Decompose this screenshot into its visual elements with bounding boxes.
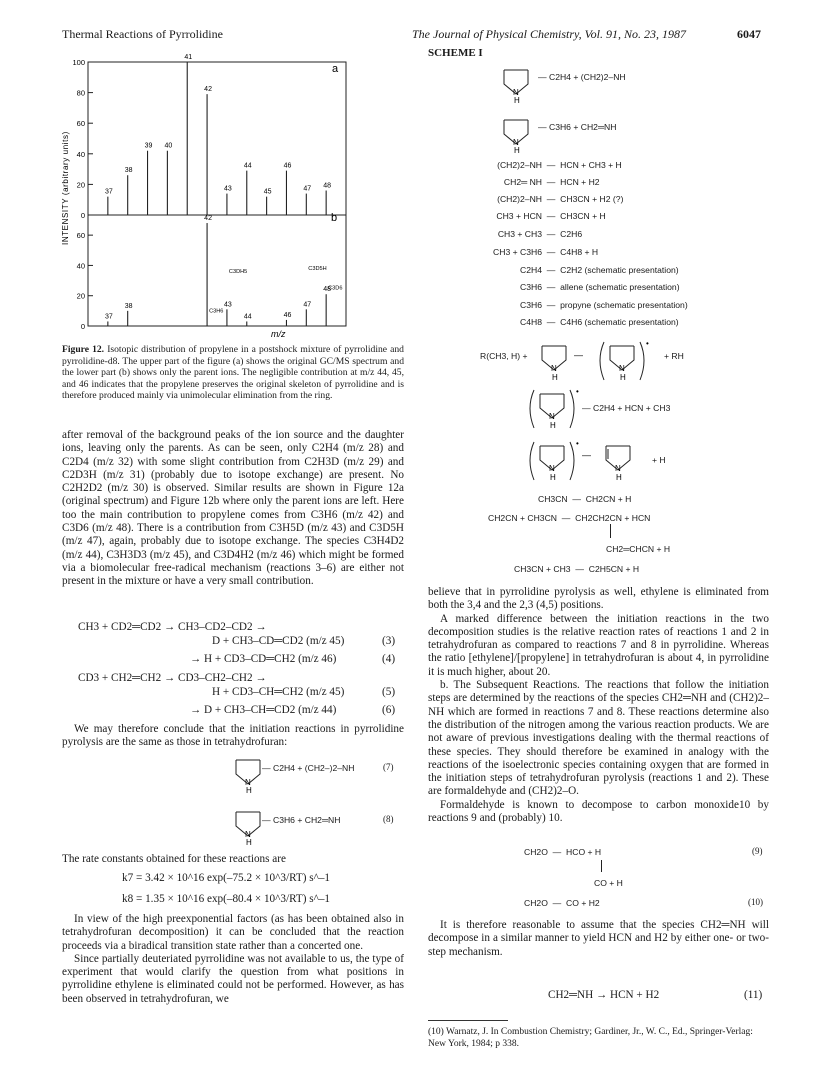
bar-label: 42: [204, 215, 212, 223]
reaction-arrow: —: [542, 229, 561, 239]
svg-text:•: •: [576, 388, 579, 396]
bar-label: 41: [184, 54, 193, 61]
radical-decomposition: — C2H4 + HCN + CH3: [582, 403, 671, 413]
svg-text:N: N: [549, 412, 555, 421]
paragraph: Formaldehyde is known to decompose to carbon monoxide10 by reactions 9 and (probably) 10.: [428, 798, 769, 825]
y-tick-label: 60: [76, 119, 85, 129]
svg-text:•: •: [576, 440, 579, 448]
svg-text:H: H: [246, 838, 252, 846]
paragraph: The rate constants obtained for these reactions are: [62, 853, 286, 865]
scheme-products: C4H8 + H: [560, 247, 599, 257]
rate-constant-k8: k8 = 1.35 × 10^16 exp(–80.4 × 10^3/RT) s^–1: [122, 893, 331, 905]
bar-label: 37: [104, 188, 113, 196]
left-column-2: [62, 723, 404, 750]
paragraph: Since partially deuteriated pyrrolidine was not available to us, the type of experiment that would clarify the question from what positions in pyrrolidine ethylene is eliminated could not be performed. However, as has been observed in tetrahydrofuran, we: [62, 952, 404, 1005]
bar-label: 47: [303, 185, 312, 193]
svg-text:H: H: [550, 421, 556, 430]
scheme-line: [450, 282, 680, 292]
scheme-products: C2H2 (schematic presentation): [560, 265, 679, 275]
equation-4: → H + CD3–CD═CH2 (m/z 46): [190, 653, 337, 665]
caption-text: Isotopic distribution of propylene in a postshock mixture of pyrrolidine and pyrrolidine-d8. The upper part of the figure (a) shows the original GC/MS spectrum and the lower part (b) shows only the parent ions. The negligible contribution at m/z 44, 45, and 46 indicates that the propylene preserves the original skeleton of pyrrolidine and is therefore produced mainly via unimolecular elimination from the ring.: [62, 344, 404, 402]
scheme-line: [450, 229, 582, 239]
y-tick-label: 40: [76, 261, 85, 271]
reaction-arrow: —: [542, 194, 561, 204]
svg-text:N: N: [549, 464, 555, 473]
right-column-2: [428, 919, 769, 959]
page-number: 6047: [737, 27, 761, 41]
reaction-8-products: — C3H6 + CH2═NH: [262, 815, 341, 825]
bar-label: 38: [124, 167, 133, 175]
paragraph: We may therefore conclude that the initiation reactions in pyrrolidine pyrolysis are the same as those in tetrahydrofuran:: [62, 723, 404, 749]
scheme-products: HCN + CH3 + H: [560, 160, 622, 170]
caption-label: Figure 12.: [62, 344, 105, 355]
footnote-rule: [428, 1020, 508, 1021]
svg-text:•: •: [646, 340, 649, 348]
x-axis-label: m/z: [271, 329, 286, 339]
paragraph: It is therefore reasonable to assume that the species CH2═NH will decompose in a similar manner to yield HCN and H2 by either one- or two-step mechanism.: [428, 919, 769, 958]
bar-label: 44: [243, 162, 252, 170]
rate-constant-k7: k7 = 3.42 × 10^16 exp(–75.2 × 10^3/RT) s^–1: [122, 872, 331, 884]
y-tick-label: 40: [76, 149, 85, 159]
scheme-line: [450, 194, 623, 204]
pyrrolidine-ring-icon: [498, 112, 538, 156]
svg-text:N: N: [619, 364, 625, 373]
y-tick-label: 0: [80, 211, 85, 220]
bar-label: 47: [303, 301, 312, 309]
bar-label: 48: [323, 286, 332, 294]
scheme-reactants: (CH2)2–NH: [497, 194, 542, 204]
svg-text:H: H: [616, 473, 622, 482]
bar-label: 37: [104, 313, 113, 321]
equation-number: (10): [748, 897, 763, 907]
reaction-arrow: —: [542, 300, 561, 310]
scheme-reactants: C2H4: [520, 265, 542, 275]
y-tick-label: 20: [76, 180, 85, 190]
scheme-products: propyne (schematic presentation): [560, 300, 688, 310]
scheme-line: [450, 265, 679, 275]
bar-label: 42: [204, 86, 212, 94]
species-label: C3DH5: [228, 269, 248, 275]
equation-5a: CD3 + CH2═CH2 → CD3–CH2–CH2 →: [78, 672, 267, 684]
scheme-reactants: CH2═ NH: [503, 177, 542, 187]
left-column-4: [62, 913, 404, 1006]
svg-text:N: N: [551, 364, 557, 373]
svg-text:H: H: [552, 373, 558, 382]
paragraph: A marked difference between the initiation reactions in the two decomposition studies is the relative reaction rates of reactions 1 and 2 in tetrahydrofuran as compared to reactions 7 and 8 in pyrrolidine. Whereas the ratio [ethylene]/[propylene] in tetrahydrofuran is about 4, in pyrrolidine it is much higher, about 20.: [428, 612, 769, 678]
y-tick-label: 80: [76, 88, 85, 98]
scheme-reactants: (CH2)2–NH: [497, 160, 542, 170]
scheme-title: SCHEME I: [428, 47, 483, 59]
y-tick-label: 100: [72, 58, 85, 67]
paragraph: believe that in pyrrolidine pyrolysis as well, ethylene is eliminated from both the 3,4 and the 2,3 (4,5) positions.: [428, 586, 769, 612]
reaction-10: CH2O — CO + H2: [524, 898, 600, 908]
paragraph: b. The Subsequent Reactions. The reactions that follow the initiation steps are determined by the reactions of the species CH2═NH and (CH2)2–NH which are formed in reactions 7 and 8. These reactions determine also the distribution of the nitrogen among the various reaction products. We are not aware of previous investigations dealing with the thermal reactions of these species. They should therefore be examined in analogy with the reactions of the isoelectronic species containing oxygen that are formed in the initiation steps of tetrahydrofuran pyrolysis (reactions 1 and 2). These are formaldehyde and (CH2)2–O.: [428, 679, 769, 798]
y-tick-label: 0: [80, 322, 85, 331]
left-column: [62, 429, 404, 589]
abstraction-reactant: R(CH3, H) +: [480, 351, 528, 361]
running-title: Thermal Reactions of Pyrrolidine: [62, 27, 223, 41]
scheme-line: [450, 247, 598, 257]
reaction-9-product: CO + H: [594, 878, 623, 888]
reaction-arrow: —: [542, 160, 561, 170]
svg-text:—: —: [574, 350, 583, 360]
equation-number: (7): [383, 762, 394, 772]
pyrrolidine-ring-icon: [498, 62, 538, 106]
bar-label: 46: [283, 311, 292, 319]
abstraction-product: + RH: [664, 351, 684, 361]
svg-text:N: N: [245, 830, 251, 839]
y-tick-label: 20: [76, 291, 85, 301]
nitrile-reaction-2: CH2CN + CH3CN — CH2CH2CN + HCN: [488, 513, 651, 523]
svg-text:H: H: [514, 96, 520, 105]
bar-label: 46: [283, 162, 292, 170]
equation-number: (8): [383, 814, 394, 824]
scheme-products: C4H6 (schematic presentation): [560, 317, 679, 327]
scheme-reactants: CH3 + HCN: [496, 211, 542, 221]
y-axis-label: INTENSITY (arbitrary units): [61, 131, 70, 245]
pyrrolidine-ring-icon: [230, 752, 270, 794]
scheme-reactants: CH3 + CH3: [497, 229, 542, 239]
radical-formation-diagram: [536, 340, 686, 386]
species-label: C3D5H: [308, 265, 327, 272]
panel-b-label: b: [331, 212, 338, 224]
scheme-reactants: CH3 + C3H6: [493, 247, 542, 257]
reaction-arrow: —: [542, 282, 561, 292]
equation-number: (4): [382, 653, 396, 665]
svg-text:—: —: [582, 450, 591, 460]
scheme-products: CH3CN + H: [560, 211, 606, 221]
svg-text:N: N: [513, 88, 519, 97]
bar-label: 38: [124, 302, 133, 310]
reaction-arrow: —: [542, 177, 561, 187]
scheme-products: C2H6: [560, 229, 583, 239]
footnote: (10) Warnatz, J. In Combustion Chemistry; Gardiner, Jr., W. C., Ed., Springer-Verlag: New York, 1984; p 338.: [428, 1027, 753, 1049]
scheme-line: [450, 317, 679, 327]
scheme-line: [450, 160, 622, 170]
equation-3a: CH3 + CD2═CD2 → CH3–CD2–CD2 →: [78, 621, 267, 633]
svg-text:N: N: [615, 464, 621, 473]
equation-3b: D + CH3–CD═CD2 (m/z 45): [212, 635, 345, 647]
vertical-arrow: [610, 524, 611, 538]
species-label: C3H6: [209, 308, 224, 315]
equation-number: (3): [382, 635, 396, 647]
vertical-arrow: [601, 860, 602, 872]
bar-label: 45: [263, 188, 272, 196]
paragraph: In view of the high preexponential factors (as has been obtained also in tetrahydrofuran decomposition) it can be concluded that the reaction proceeds via a biradical transition state rather than a concerted one.: [62, 913, 404, 952]
equation-6: → D + CH3–CH═CD2 (m/z 44): [190, 704, 337, 716]
bar-label: 40: [164, 142, 173, 150]
scheme-line: [450, 300, 688, 310]
equation-11: CH2═NH → HCN + H2: [548, 989, 660, 1001]
reaction-arrow: —: [542, 211, 561, 221]
pyrrolidine-ring-icon: [230, 804, 270, 846]
reaction-arrow: —: [542, 317, 561, 327]
journal-citation: The Journal of Physical Chemistry, Vol. 91, No. 23, 1987: [412, 27, 686, 41]
svg-text:N: N: [245, 778, 251, 787]
right-column: [428, 586, 769, 825]
panel-a-label: a: [332, 63, 339, 75]
scheme-reactants: C3H6: [520, 300, 542, 310]
scheme-reactants: C3H6: [520, 282, 542, 292]
ring-h-product: + H: [652, 455, 666, 465]
equation-number: (9): [752, 846, 763, 856]
svg-text:H: H: [620, 373, 626, 382]
svg-text:H: H: [550, 473, 556, 482]
plot-frame: [88, 62, 346, 326]
pyrrolidyl-radical-icon: [524, 388, 584, 434]
scheme-products: CH3CN + H2 (?): [560, 194, 624, 204]
paragraph: after removal of the background peaks of the ion source and the daughter ions, leaving only the parents. As can be seen, only C2H4 (m/z 28) and C2D4 (m/z 32) with some slight contribution from C2H3D (m/z 29) and C2D3H (m/z 31) (probably due to isotope exchange) are present. No C2H2D2 (m/z 30) is observed. Similar results are shown in Figure 12a (original spectrum) and Figure 12b where only the parent ions are left. Here too the main contribution to propylene comes from C3H6 (m/z 42) and C3D6 (m/z 48). There is a contribution from C3H5D (m/z 43) and C3D5H (m/z 47), again, probably due to isotope exchange. The species C3H4D2 (m/z 44), C3H3D3 (m/z 45), and C3D4H2 (m/z 46) which might be formed via a biomolecular free-radical mechanism (reactions 3–6) are either not present in the mixture or have a very small contribution.: [62, 429, 404, 588]
equation-number: (6): [382, 704, 396, 716]
scheme-products: allene (schematic presentation): [560, 282, 680, 292]
svg-text:H: H: [514, 146, 520, 155]
bar-label: 44: [243, 313, 252, 321]
figure-12-spectrum: [60, 50, 405, 342]
reaction-9: CH2O — HCO + H: [524, 847, 602, 857]
bar-label: 43: [224, 185, 232, 193]
figure-caption: [62, 344, 404, 402]
scheme-products: HCN + H2: [560, 177, 600, 187]
scheme-reaction-1: — C2H4 + (CH2)2–NH: [538, 72, 626, 82]
bar-label: 48: [323, 182, 332, 190]
reaction-arrow: —: [542, 247, 561, 257]
scheme-reaction-2: — C3H6 + CH2═NH: [538, 122, 617, 132]
scheme-reactants: C4H8: [520, 317, 542, 327]
reaction-arrow: —: [542, 265, 561, 275]
nitrile-reaction-4: CH3CN + CH3 — C2H5CN + H: [514, 564, 640, 574]
equation-5b: H + CD3–CH═CH2 (m/z 45): [212, 686, 345, 698]
equation-number: (11): [744, 989, 763, 1001]
nitrile-reaction-1: CH3CN — CH2CN + H: [538, 494, 632, 504]
y-tick-label: 60: [76, 231, 85, 241]
svg-text:H: H: [246, 786, 252, 794]
equation-number: (5): [382, 686, 396, 698]
svg-text:N: N: [513, 138, 519, 147]
species-label: C3D6: [328, 285, 343, 292]
nitrile-reaction-3: CH2═CHCN + H: [606, 544, 671, 554]
bar-label: 43: [224, 301, 232, 309]
reaction-7-products: — C2H4 + (CH2–)2–NH: [262, 763, 355, 773]
left-column-3: [62, 853, 404, 866]
bar-label: 39: [144, 142, 153, 150]
scheme-line: [450, 211, 606, 221]
scheme-line: [450, 177, 600, 187]
